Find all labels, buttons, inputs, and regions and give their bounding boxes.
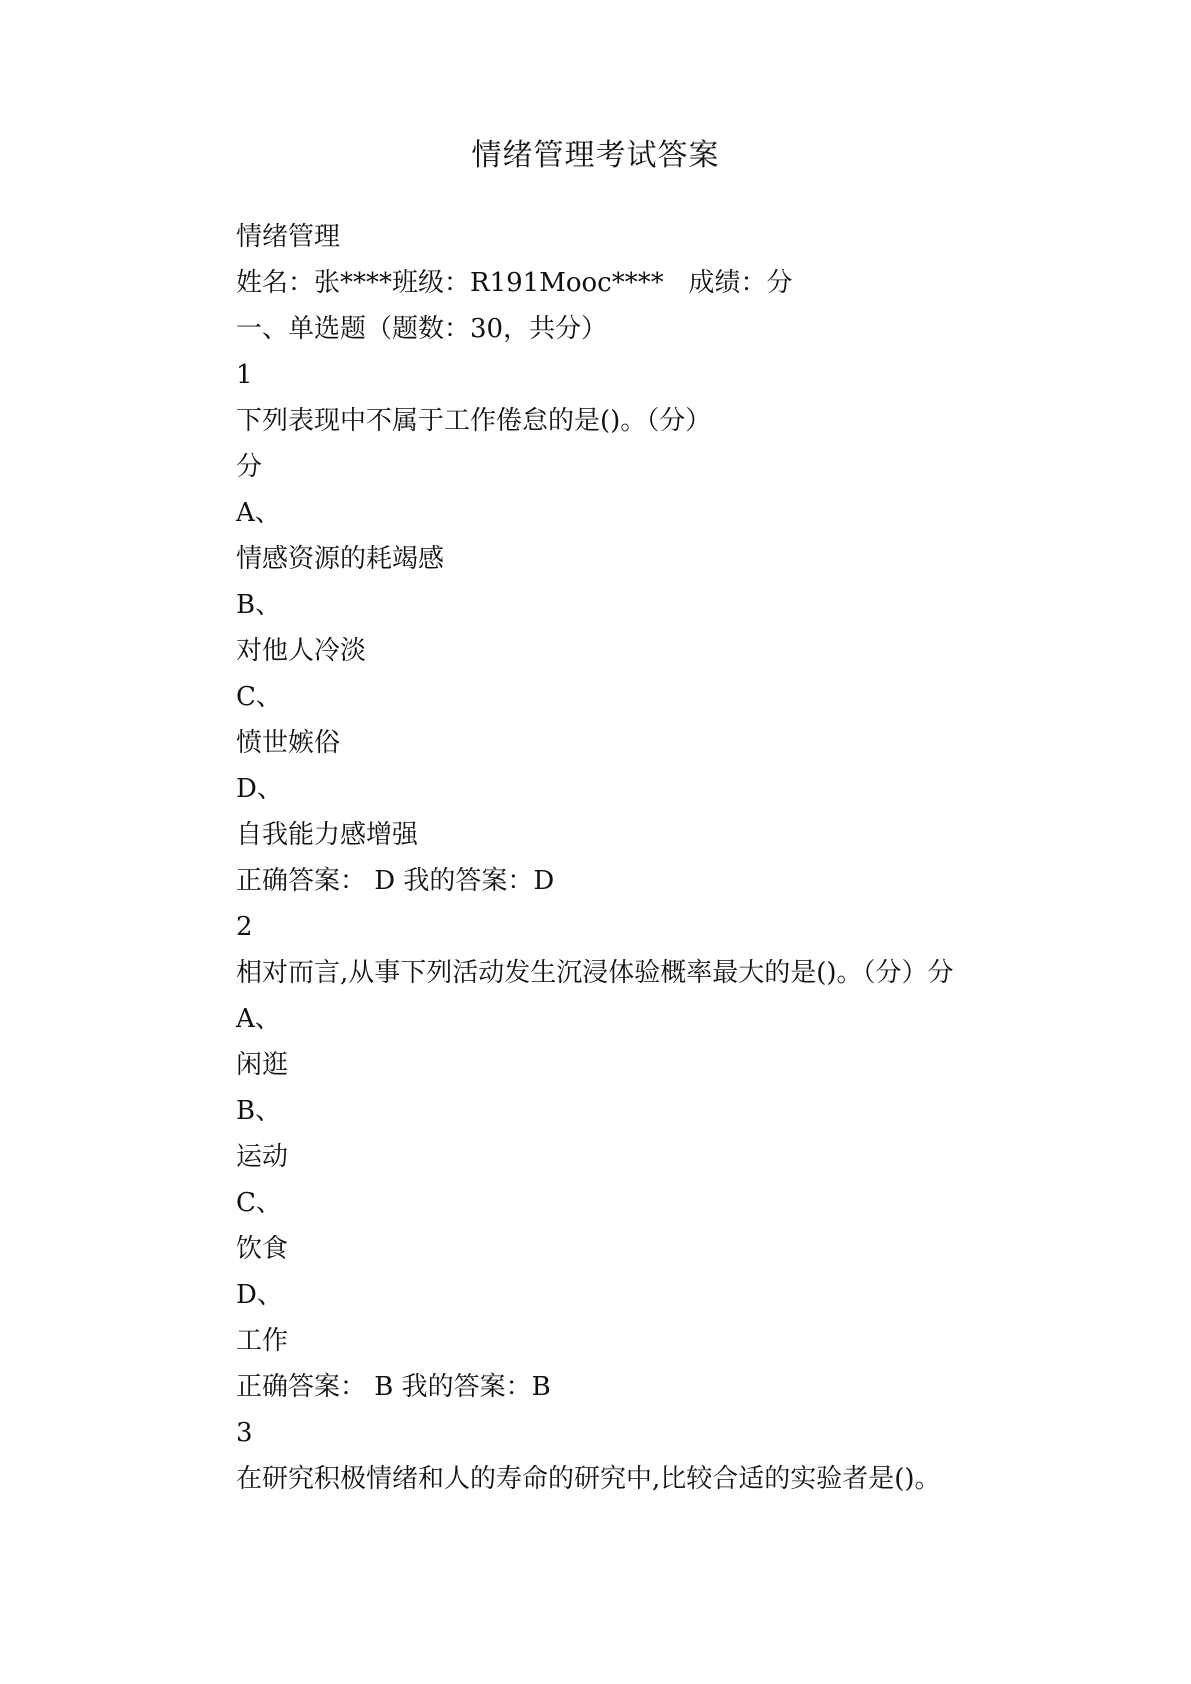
option-label: A、: [236, 1004, 281, 1034]
option-text: 闲逛: [236, 1050, 289, 1080]
option-label: C、: [236, 1188, 282, 1218]
question-text: 下列表现中不属于工作倦怠的是()。（分）: [236, 406, 712, 436]
student-info: 姓名：张****班级：R191Mooc**** 成绩：分: [236, 268, 793, 298]
answer-line: 正确答案： D 我的答案：D: [236, 866, 555, 896]
question-text: 在研究积极情绪和人的寿命的研究中,比较合适的实验者是()。: [236, 1464, 941, 1494]
section-heading: 一、单选题（题数：30，共分）: [236, 314, 608, 344]
question-number: 2: [236, 912, 253, 942]
question-number: 1: [236, 360, 253, 390]
option-label: D、: [236, 774, 283, 804]
option-label: B、: [236, 590, 282, 620]
option-label: D、: [236, 1280, 283, 1310]
option-text: 运动: [236, 1142, 289, 1172]
question-score: 分: [236, 452, 263, 482]
document-title: 情绪管理考试答案: [471, 138, 720, 173]
question-text: 相对而言,从事下列活动发生沉浸体验概率最大的是()。（分）分: [236, 958, 954, 988]
option-text: 饮食: [236, 1234, 289, 1264]
answer-line: 正确答案： B 我的答案：B: [236, 1372, 551, 1402]
option-text: 情感资源的耗竭感: [236, 544, 445, 574]
course-name: 情绪管理: [236, 222, 341, 252]
option-text: 对他人冷淡: [236, 636, 367, 666]
option-text: 愤世嫉俗: [236, 728, 341, 758]
option-label: B、: [236, 1096, 282, 1126]
option-label: C、: [236, 682, 282, 712]
question-number: 3: [236, 1418, 253, 1448]
option-text: 工作: [236, 1326, 289, 1356]
option-label: A、: [236, 498, 281, 528]
option-text: 自我能力感增强: [236, 820, 419, 850]
